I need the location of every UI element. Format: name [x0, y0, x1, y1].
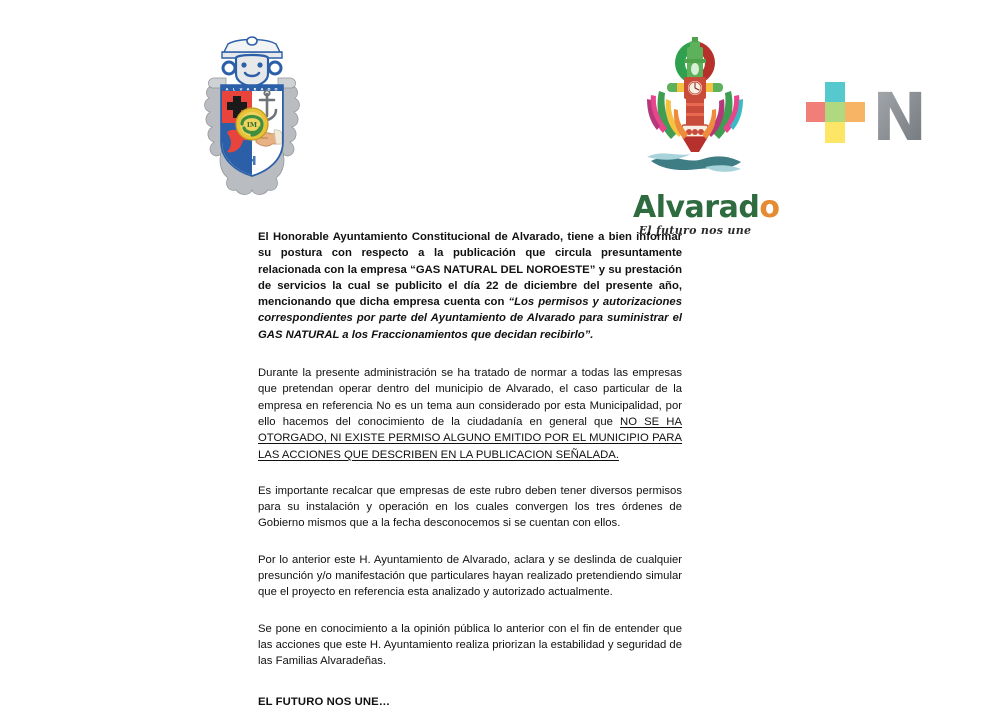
- paragraph-5: [258, 621, 682, 670]
- paragraph-3: [258, 483, 682, 532]
- svg-text:V: V: [239, 87, 243, 92]
- coat-of-arms-icon: [198, 32, 306, 198]
- document-body: [258, 229, 682, 708]
- paragraph-2: [258, 365, 682, 463]
- paragraph-4: [258, 552, 682, 601]
- paragraph-1-text: El Honorable Ayuntamiento Constitucional de Alvarado, tiene a bien informar su postura con respecto a la publicación que circula presuntamente relacionada con la empresa “GAS NATURAL DEL NOROESTE” y su prestación de servicios la cual se publicito el día 22 de diciembre del presente año, mencionando que dicha empresa cuenta con: [258, 231, 682, 309]
- plus-square-right: [845, 102, 865, 122]
- svg-text:A: A: [225, 87, 229, 92]
- alvarado-anchor-icon: [633, 33, 757, 181]
- svg-text:O: O: [274, 87, 278, 92]
- plus-square-left: [806, 102, 825, 122]
- header-logo-band: [0, 0, 1000, 237]
- coat-of-arms-medallion: [236, 108, 268, 140]
- paragraph-2-text: Durante la presente administración se ha tratado de normar a todas las empresas que pretendan operar dentro del municipio de Alvarado, el caso particular de la empresa en referencia No es un tema aun considerado por esta Municipalidad, por ello hacemos del conocimiento de la ciudadanía en general que: [258, 367, 682, 428]
- svg-text:A: A: [260, 87, 264, 92]
- svg-text:L: L: [232, 87, 236, 92]
- svg-text:R: R: [253, 87, 257, 92]
- alvarado-brand-logo: [633, 33, 780, 237]
- svg-text:A: A: [246, 87, 250, 92]
- alvarado-wordmark-main: Alvarad: [633, 190, 760, 225]
- paragraph-3-text: Es importante recalcar que empresas de este rubro deben tener diversos permisos para su instalación y operación en los cuales convergen los tres órdenes de Gobierno mismos que a la fecha desconocemos si se cuentan con ellos.: [258, 484, 682, 530]
- alvarado-wordmark-accent: o: [759, 190, 780, 225]
- paragraph-2-emphasis: NO SE HA OTORGADO, NI EXISTE PERMISO ALGUNO EMITIDO POR EL MUNICIPIO PARA LAS ACCIONES QUE DESCRIBEN EN LA PUBLICACION SEÑALADA.: [258, 415, 682, 461]
- alvarado-wordmark: [633, 190, 780, 225]
- plus-n-logo-icon: [806, 82, 924, 146]
- paragraph-1: [258, 229, 682, 343]
- svg-text:IM: IM: [246, 121, 258, 129]
- plus-square-top: [825, 82, 845, 102]
- closing-slogan: EL FUTURO NOS UNE…: [258, 695, 391, 708]
- paragraph-4-text: Por lo anterior este H. Ayuntamiento de Alvarado, aclara y se deslinda de cualquier presunción y/o manifestación que particulares hayan realizado pretendiendo simular que el proyecto en referencia esta analizado y autorizado actualmente.: [258, 553, 682, 599]
- alvarado-tagline: El futuro nos une: [638, 224, 752, 237]
- svg-text:D: D: [267, 87, 271, 92]
- plus-square-center: [825, 102, 845, 122]
- plus-square-bottom: [825, 122, 845, 143]
- paragraph-1-quote: “Los permisos y autorizaciones correspondientes por parte del Ayuntamiento de Alvarado para suministrar el GAS NATURAL a los Fraccionamientos que decidan recibirlo”.: [258, 296, 683, 341]
- plus-n-letter: N: [872, 82, 924, 146]
- paragraph-5-text: Se pone en conocimiento a la opinión pública lo anterior con el fin de entender que las acciones que este H. Ayuntamiento realiza priorizan la estabilidad y seguridad de las Familias Alvaradeñas.: [258, 622, 682, 668]
